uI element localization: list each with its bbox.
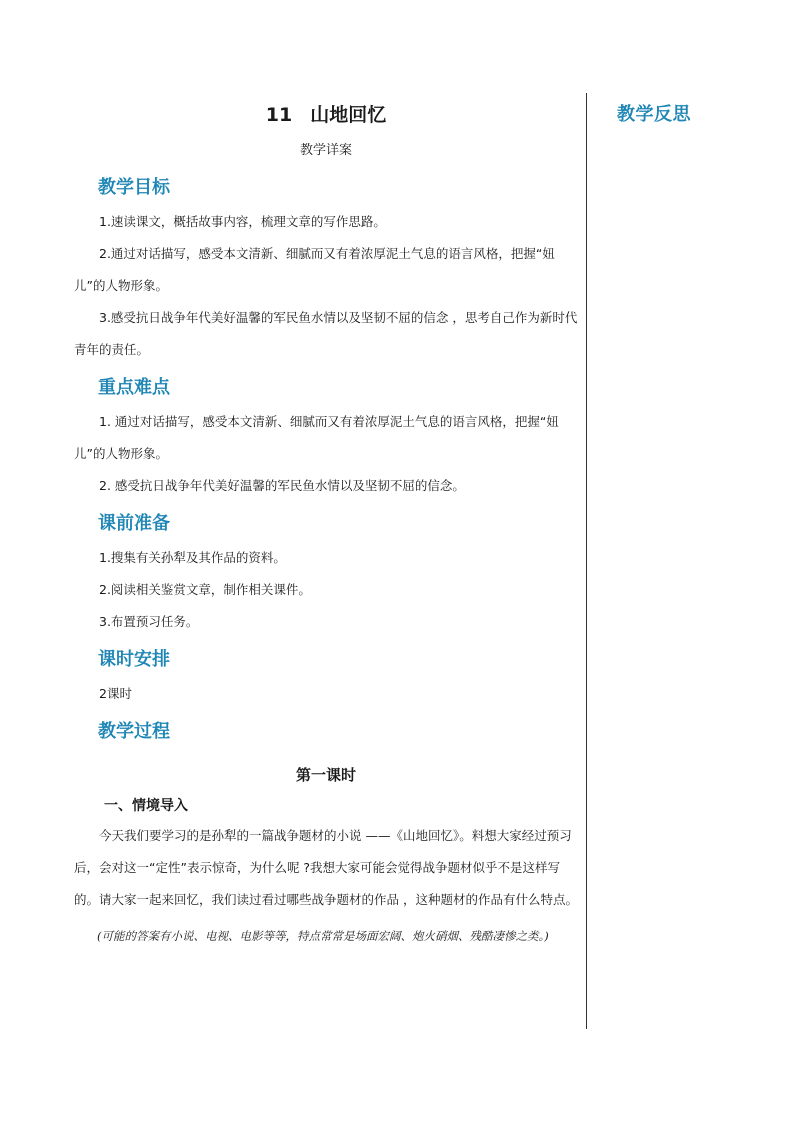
step1-answer: (可能的答案有小说、电视、电影等等，特点常常是场面宏阔、炮火硝烟、残酷凄惨之类。) [97,929,549,943]
schedule-heading: 课时安排 [98,649,170,670]
objective-item-2: 2.通过对话描写，感受本文清新、细腻而又有着浓厚泥土气息的语言风格，把握“妞儿”的人物形象。 [74,246,555,293]
lesson-number: 11 [265,104,293,126]
preparation-item-3: 3.布置预习任务。 [99,614,199,629]
key-points-list [74,406,578,502]
reflection-heading: 教学反思 [617,104,691,125]
preparation-item-1: 1.搜集有关孙犁及其作品的资料。 [99,550,286,565]
key-point-item-1: 1. 通过对话描写，感受本文清新、细腻而又有着浓厚泥土气息的语言风格，把握“妞儿”的人物形象。 [74,414,559,461]
preparation-item-2: 2.阅读相关鉴赏文章，制作相关课件。 [99,582,311,597]
lesson-title [74,98,578,132]
key-point-item-2: 2. 感受抗日战争年代美好温馨的军民鱼水情以及坚韧不屈的信念。 [99,478,465,493]
objectives-list [74,206,578,366]
step1-heading: 一、情境导入 [104,798,188,814]
objective-item-1: 1.速读课文，概括故事内容，梳理文章的写作思路。 [99,214,386,229]
schedule-text: 2课时 [99,686,132,701]
column-divider [586,93,587,1029]
period-title: 第一课时 [295,766,356,784]
schedule-content [74,678,578,710]
objective-item-3: 3.感受抗日战争年代美好温馨的军民鱼水情以及坚韧不屈的信念 ，思考自己作为新时代青年的责任。 [74,310,578,357]
process-heading: 教学过程 [98,721,170,742]
objectives-heading: 教学目标 [98,177,170,198]
lesson-subtitle: 教学详案 [299,143,352,158]
main-column [74,98,578,952]
preparation-list [74,542,578,638]
step1-text: 今天我们要学习的是孙犁的一篇战争题材的小说 ——《山地回忆》。料想大家经过预习后，会对这一“定性”表示惊奇，为什么呢 ?我想大家可能会觉得战争题材似乎不是这样写的。请大家一起来回忆，我们读过看过哪些战争题材的作品 ，这种题材的作品有什么特点。 [74,828,578,907]
lesson-name: 山地回忆 [310,104,387,126]
key-points-heading: 重点难点 [98,377,170,398]
preparation-heading: 课前准备 [98,513,170,534]
